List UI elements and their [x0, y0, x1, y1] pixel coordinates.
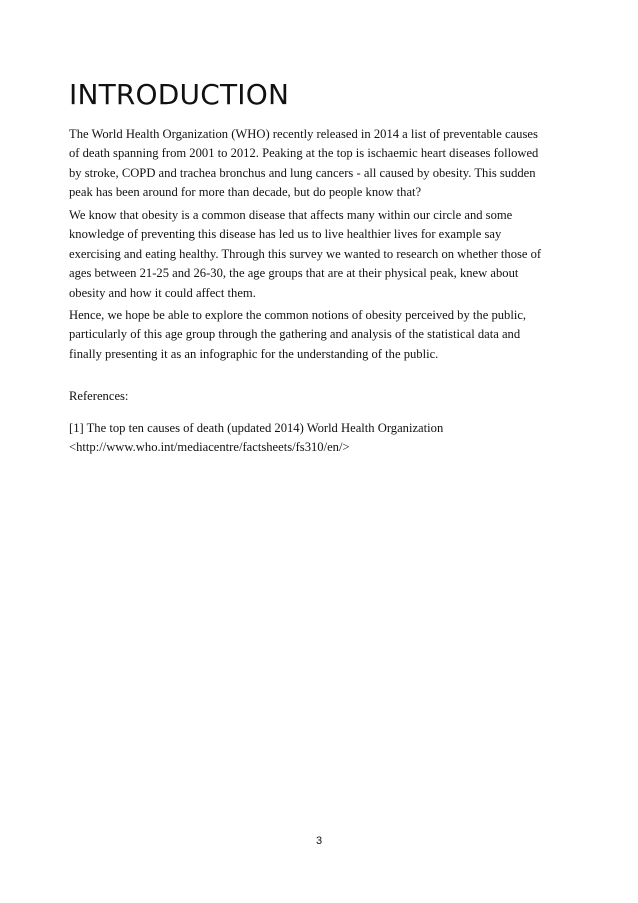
paragraph-line: The World Health Organization (WHO) recently released in 2014 a list of preventable causes	[69, 127, 538, 141]
paragraph-intro-who	[69, 125, 559, 203]
paragraph-line: by stroke, COPD and trachea bronchus and lung cancers - all caused by obesity. This sudden	[69, 165, 536, 180]
references-label: References:	[69, 389, 129, 403]
paragraph-text	[69, 206, 559, 303]
reference-item	[69, 419, 559, 458]
references-heading	[69, 387, 559, 406]
page-number: 3	[315, 835, 323, 847]
page-title: INTRODUCTION	[69, 78, 290, 111]
paragraph-line: We know that obesity is a common disease that affects many within our circle and some	[69, 208, 513, 222]
paragraph-line: knowledge of preventing this disease has led us to live healthier lives for example say	[69, 227, 502, 242]
paragraph-line: obesity and how it could affect them.	[69, 285, 256, 300]
paragraph-line: Hence, we hope be able to explore the common notions of obesity perceived by the public,	[69, 308, 527, 322]
paragraph-line: exercising and eating healthy. Through this survey we wanted to research on whether those of	[69, 246, 542, 261]
paragraph-line: ages between 21-25 and 26-30, the age groups that are at their physical peak, knew about	[69, 266, 519, 281]
paragraph-line: particularly of this age group through the gathering and analysis of the statistical data and	[69, 327, 521, 342]
paragraph-text	[69, 306, 559, 364]
reference-text	[69, 419, 559, 458]
reference-url: <http://www.who.int/mediacentre/factsheets/fs310/en/>	[69, 440, 350, 455]
paragraph-line: of death spanning from 2001 to 2012. Peaking at the top is ischaemic heart diseases followed	[69, 146, 539, 161]
paragraph-survey-purpose	[69, 206, 559, 303]
paragraph-goal	[69, 306, 559, 364]
paragraph-line: peak has been around for more than decade, but do people know that?	[69, 185, 422, 200]
reference-line: [1] The top ten causes of death (updated 2014) World Health Organization	[69, 421, 444, 435]
paragraph-text	[69, 125, 559, 203]
paragraph-line: finally presenting it as an infographic for the understanding of the public.	[69, 346, 439, 361]
